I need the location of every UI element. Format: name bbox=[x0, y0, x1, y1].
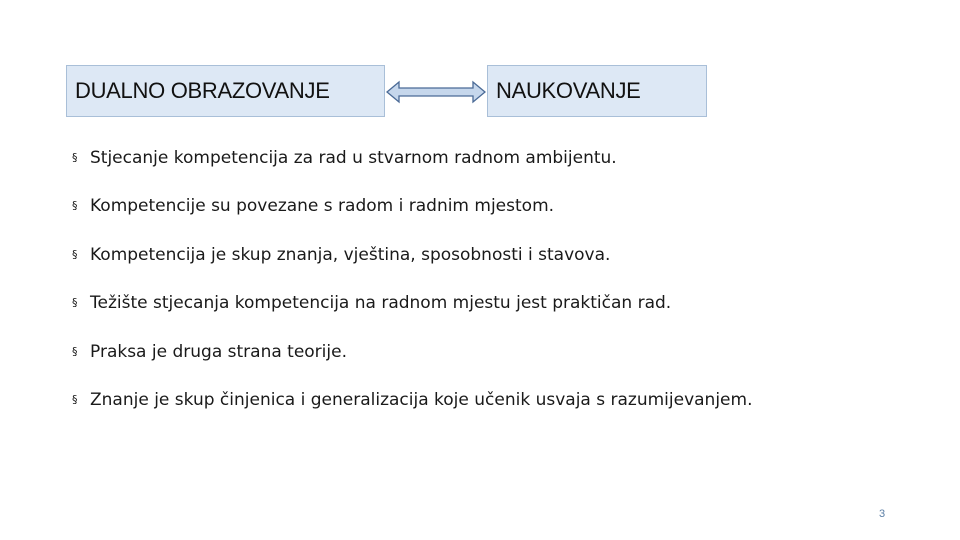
bullet-marker: § bbox=[72, 247, 78, 261]
bullet-text: Stjecanje kompetencija za rad u stvarnom radnom ambijentu. bbox=[90, 148, 617, 168]
bullet-marker: § bbox=[72, 344, 78, 358]
bullet-text: Znanje je skup činjenica i generalizacija koje učenik usvaja s razumijevanjem. bbox=[90, 389, 753, 410]
bullet-item bbox=[72, 291, 932, 315]
bullet-item bbox=[72, 194, 932, 218]
bullet-item bbox=[72, 243, 932, 267]
bullet-marker: § bbox=[72, 199, 78, 213]
double-headed-arrow-icon bbox=[386, 80, 486, 104]
bullet-item bbox=[72, 388, 932, 412]
bullet-text: Kompetencija je skup znanja, vještina, sposobnosti i stavova. bbox=[90, 244, 611, 265]
bullet-marker: § bbox=[72, 392, 78, 406]
bullet-item bbox=[72, 146, 932, 170]
bullet-text: Praksa je druga strana teorije. bbox=[90, 341, 347, 362]
bullet-marker: § bbox=[72, 296, 78, 310]
bullet-marker: § bbox=[72, 151, 78, 164]
right-term-box bbox=[487, 65, 707, 117]
bullet-list bbox=[72, 146, 932, 436]
bullet-text: Težište stjecanja kompetencija na radnom mjestu jest praktičan rad. bbox=[90, 293, 672, 314]
bullet-text: Kompetencije su povezane s radom i radnim mjestom. bbox=[90, 196, 555, 217]
left-term-label: DUALNO OBRAZOVANJE bbox=[75, 78, 330, 103]
left-term-box bbox=[66, 65, 385, 117]
bullet-item bbox=[72, 340, 932, 364]
right-term-label: NAUKOVANJE bbox=[496, 78, 641, 103]
page-number: 3 bbox=[878, 508, 886, 520]
